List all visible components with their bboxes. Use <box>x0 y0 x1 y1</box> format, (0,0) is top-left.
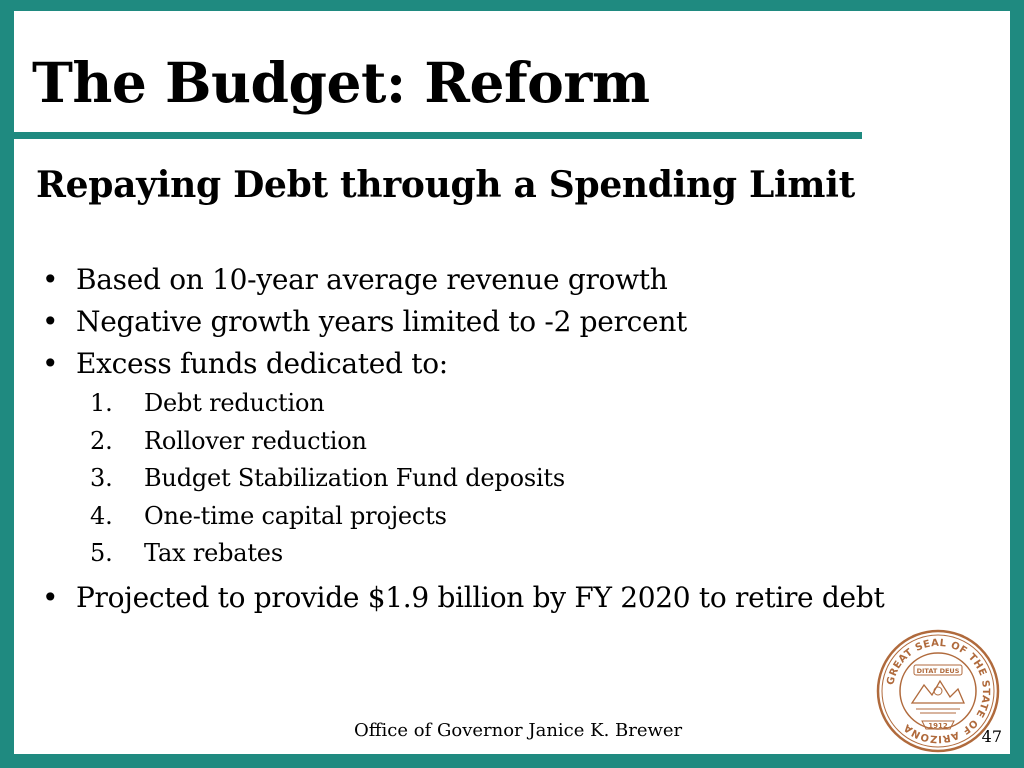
numbered-item <box>40 535 884 573</box>
bullet-dot-icon: • <box>42 263 59 296</box>
bullet-item <box>40 343 884 385</box>
bullet-text: Negative growth years limited to -2 percent <box>76 305 688 338</box>
item-number: 2. <box>90 426 113 455</box>
slide-subtitle: Repaying Debt through a Spending Limit <box>36 164 855 206</box>
item-number: 5. <box>90 539 113 567</box>
page-number: 47 <box>981 727 1002 746</box>
numbered-item <box>40 423 884 461</box>
seal-year: 1912 <box>928 722 948 730</box>
bullet-list <box>40 259 884 619</box>
seal-ring-text: GREAT SEAL OF THE STATE OF ARIZONA <box>885 637 992 745</box>
footer-text: Office of Governor Janice K. Brewer <box>354 720 683 741</box>
numbered-item <box>40 385 884 423</box>
bullet-dot-icon: • <box>42 580 59 614</box>
slide-title: The Budget: Reform <box>32 50 650 115</box>
item-text: One-time capital projects <box>144 501 447 530</box>
bullet-text: Projected to provide $1.9 billion by FY 2020 to retire debt <box>76 580 885 614</box>
bullet-item <box>40 301 884 343</box>
numbered-item <box>40 460 884 498</box>
item-text: Rollover reduction <box>144 426 367 455</box>
item-text: Budget Stabilization Fund deposits <box>144 464 565 492</box>
bullet-item <box>40 577 884 619</box>
item-number: 1. <box>90 389 113 417</box>
item-text: Debt reduction <box>144 389 325 417</box>
title-underline <box>14 132 862 139</box>
item-number: 3. <box>90 464 113 492</box>
bullet-text: Based on 10-year average revenue growth <box>76 263 668 296</box>
numbered-item <box>40 498 884 536</box>
bullet-item <box>40 259 884 301</box>
seal-motto: DITAT DEUS <box>916 667 960 675</box>
item-number: 4. <box>90 501 113 530</box>
bullet-dot-icon: • <box>42 305 59 338</box>
bullet-dot-icon: • <box>42 347 59 380</box>
bullet-text: Excess funds dedicated to: <box>76 347 448 380</box>
item-text: Tax rebates <box>144 539 283 567</box>
numbered-sublist-container <box>40 385 884 573</box>
numbered-sublist <box>40 385 884 573</box>
